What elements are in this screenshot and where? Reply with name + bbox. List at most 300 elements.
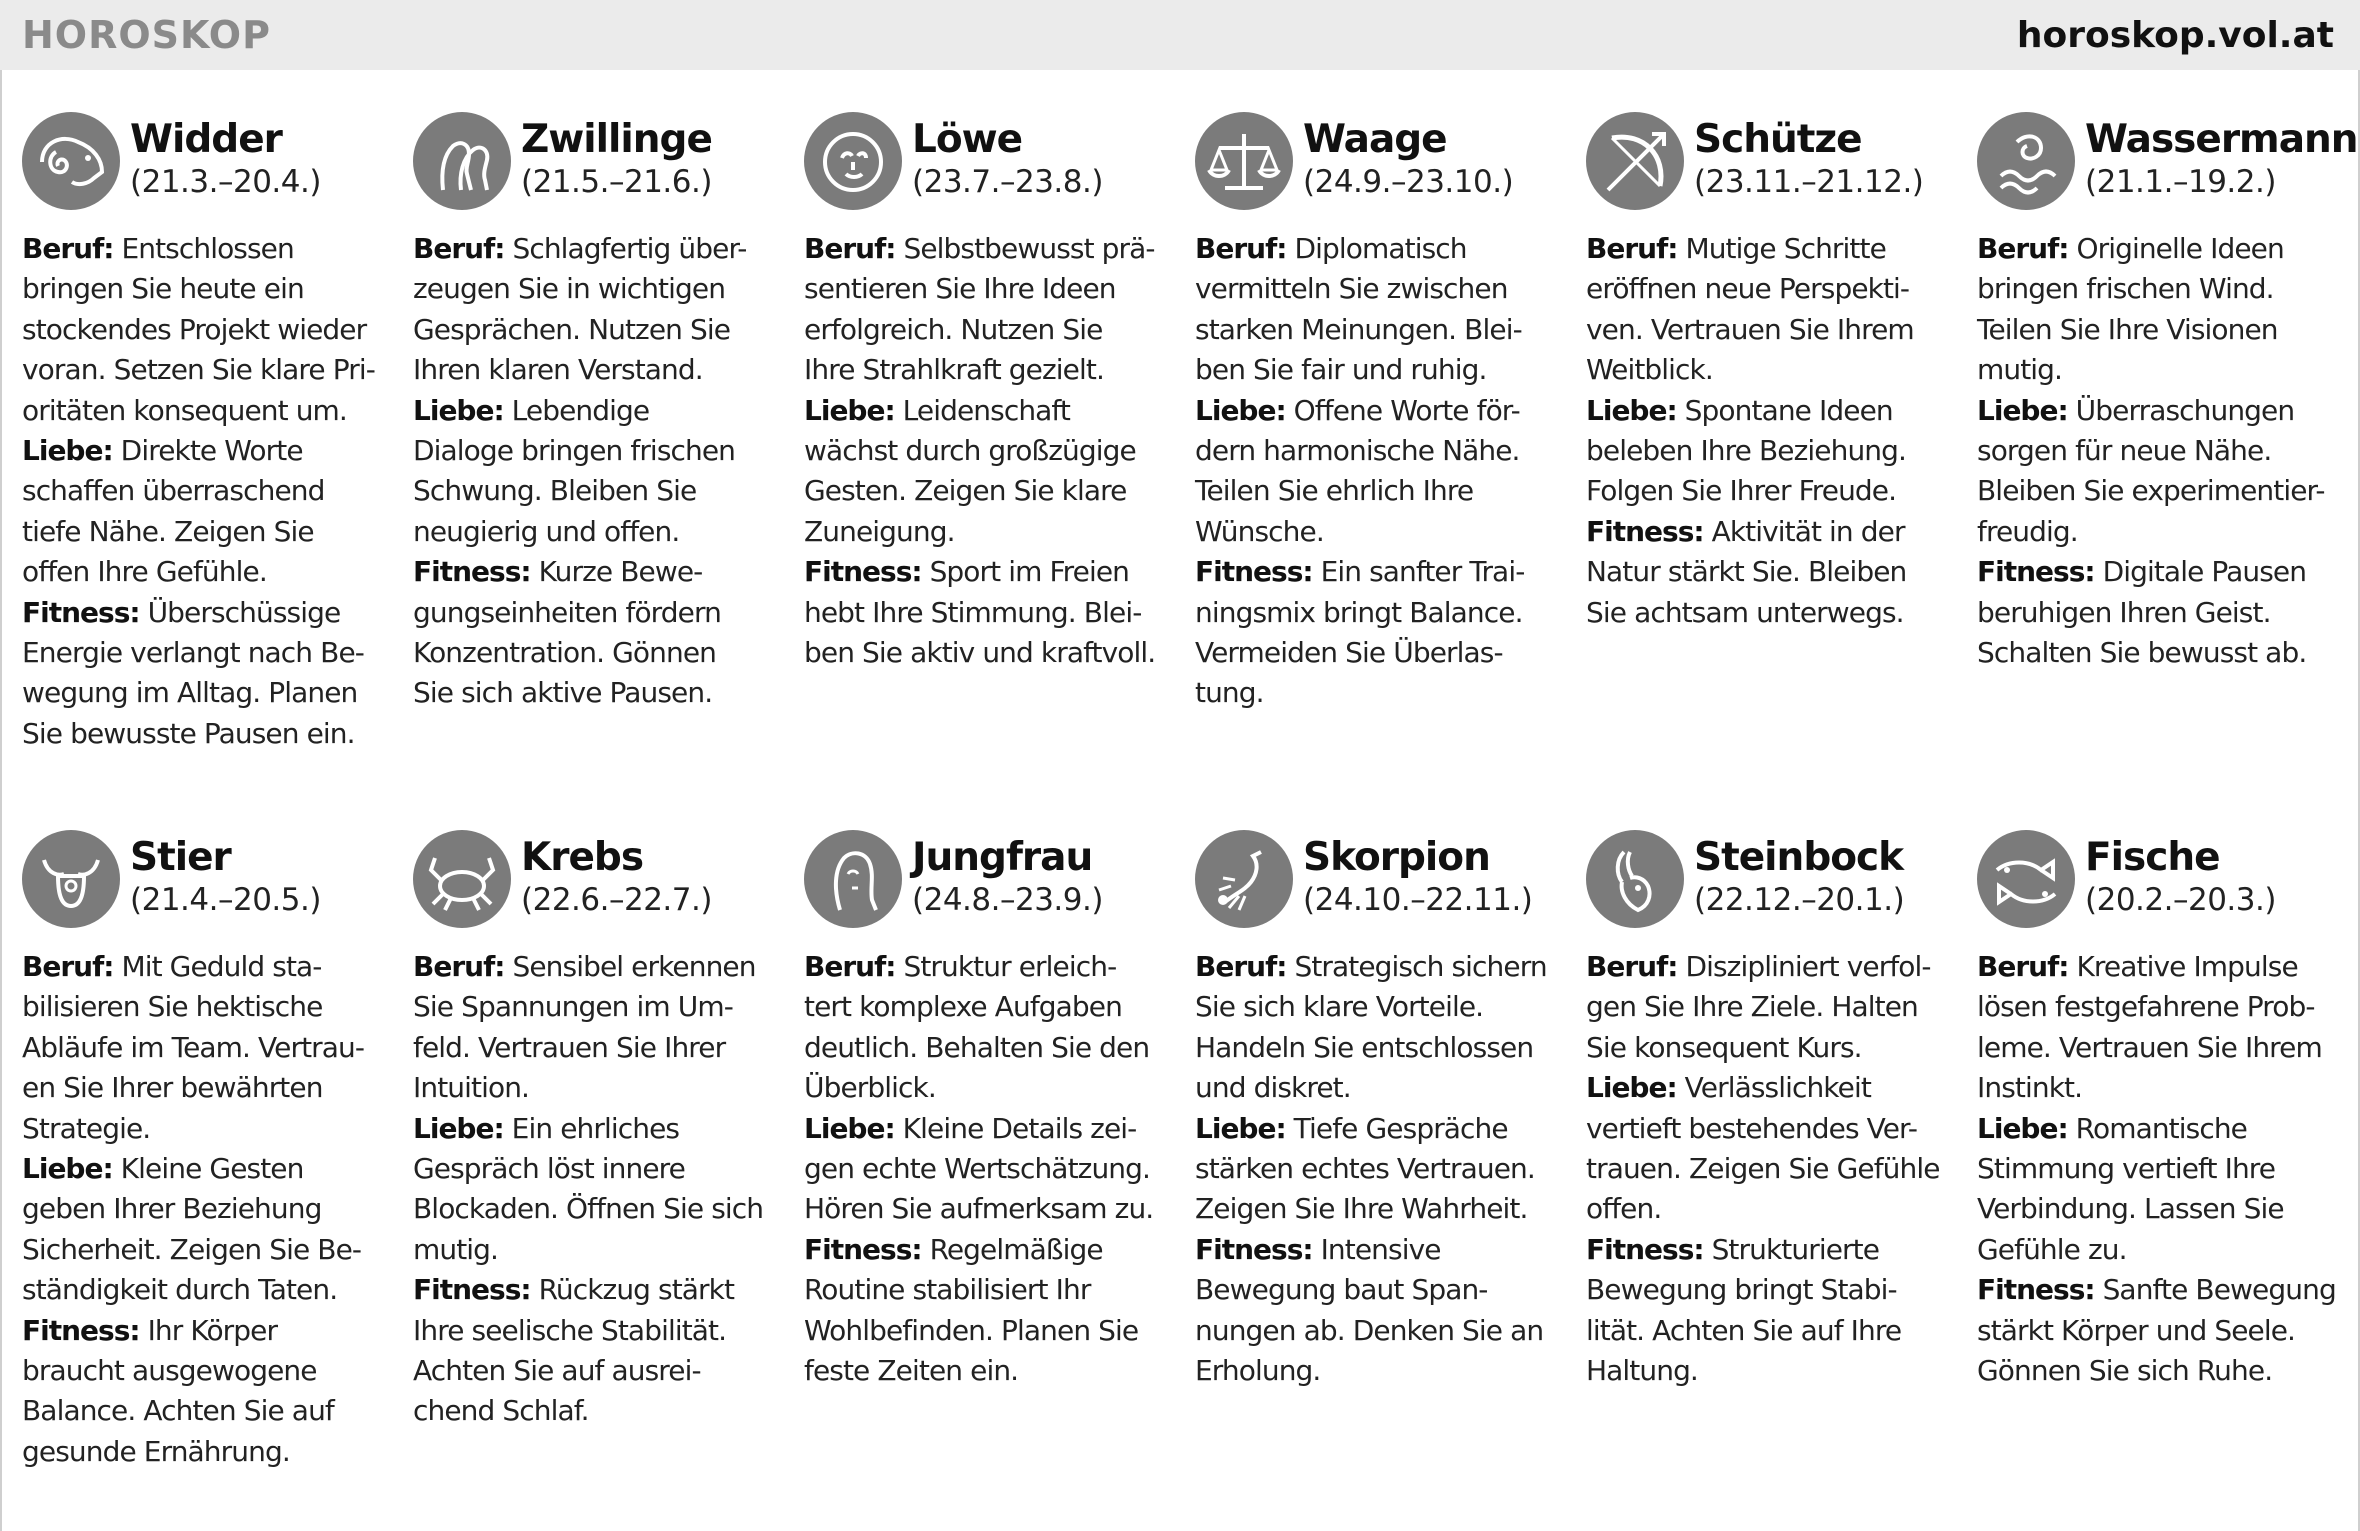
capricorn-goat-icon [1586,830,1684,928]
text-line-content: Kleine Details zei- [894,1111,1137,1145]
text-line-content: Sicherheit. Zeigen Sie Be- [22,1232,362,1266]
beruf-label: Beruf: [1977,232,2069,265]
text-line-content: ständigkeit durch Taten. [22,1273,338,1307]
text-line [1977,1351,2349,1391]
text-line-content: Schalten Sie bewusst ab. [1977,636,2307,670]
text-line [1586,947,1958,987]
text-line-content: oritäten konsequent um. [22,393,347,427]
pisces-fish-icon [1977,830,2075,928]
text-line [1586,552,1958,592]
text-line-content: hebt Ihre Stimmung. Blei- [804,595,1142,629]
text-line-content: tert komplexe Aufgaben [804,990,1122,1024]
text-line-content: zeugen Sie in wichtigen [413,272,726,306]
text-line [804,947,1176,987]
text-line [804,1189,1176,1229]
text-line-content: Konzentration. Gönnen [413,636,716,670]
text-line [22,1391,394,1431]
text-line-content: dern harmonische Nähe. [1195,434,1520,468]
text-line [804,1109,1176,1149]
liebe-label: Liebe: [1977,393,2068,427]
text-line-content: Sanfte Bewegung [2094,1273,2336,1307]
text-line [1195,987,1567,1027]
liebe-label: Liebe: [413,393,504,427]
text-line-content: Romantische [2067,1111,2247,1145]
text-line-content: feld. Vertrauen Sie Ihrer [413,1030,726,1064]
text-line [1195,229,1567,269]
sign-dates: (20.2.–20.3.) [2085,882,2276,918]
text-line-content: vermitteln Sie zwischen [1195,272,1508,306]
text-line-content: Haltung. [1586,1354,1698,1388]
text-line-content: Intuition. [413,1071,530,1105]
text-line-content: Natur stärkt Sie. Bleiben [1586,555,1907,589]
text-line [804,1230,1176,1270]
aquarius-water-icon [1977,112,2075,210]
text-line [1195,947,1567,987]
frame-border-left [0,70,2,1531]
beruf-label: Beruf: [1586,232,1678,265]
text-line [1977,471,2349,511]
fitness-label: Fitness: [1977,1273,2095,1307]
horoscope-text [1195,229,1567,714]
text-line-content: Ihre seelische Stabilität. [413,1313,727,1347]
text-line-content: gen Sie Ihre Ziele. Halten [1586,990,1918,1024]
horoscope-text [1977,947,2349,1391]
text-line-content: Kleine Gesten [112,1152,304,1186]
text-line-content: freudig. [1977,514,2078,548]
text-line-content: Verbindung. Lassen Sie [1977,1192,2284,1226]
horoscope-text [1195,947,1567,1391]
text-line-content: Blockaden. Öffnen Sie sich [413,1192,764,1226]
text-line-content: offen. [1586,1192,1662,1226]
text-line-content: Teilen Sie Ihre Visionen [1977,312,2278,346]
text-line-content: Strategie. [22,1111,151,1145]
text-line [22,269,394,309]
text-line-content: Regelmäßige [921,1232,1103,1266]
text-line [413,310,785,350]
text-line [1195,350,1567,390]
libra-scales-icon [1195,112,1293,210]
beruf-label: Beruf: [413,950,505,983]
text-line-content: nungen ab. Denken Sie an [1195,1313,1544,1347]
text-line [1586,1068,1958,1108]
text-line-content: Leidenschaft [894,393,1070,427]
header-bar [0,0,2360,70]
text-line-content: wegung im Alltag. Planen [22,676,358,710]
horoscope-text [1977,229,2349,673]
sign-name: Zwillinge [521,117,712,162]
text-line [1586,310,1958,350]
horoscope-text [804,229,1176,673]
text-line [22,350,394,390]
text-line-content: tiefe Nähe. Zeigen Sie [22,514,314,548]
text-line-content: Sie bewusste Pausen ein. [22,716,355,750]
liebe-label: Liebe: [22,1152,113,1186]
text-line [1977,431,2349,471]
text-line [413,391,785,431]
sign-name: Krebs [521,835,644,880]
text-line [1195,1189,1567,1229]
text-line-content: beleben Ihre Beziehung. [1586,434,1907,468]
text-line-content: Sie sich klare Vorteile. [1195,990,1484,1024]
sign-dates: (21.3.–20.4.) [130,164,321,200]
beruf-label: Beruf: [804,232,896,265]
text-line [1586,1311,1958,1351]
text-line [1586,1351,1958,1391]
text-line [804,593,1176,633]
text-line-content: eröffnen neue Perspekti- [1586,272,1910,306]
text-line [22,1351,394,1391]
sign-name: Stier [130,835,231,880]
text-line [22,1068,394,1108]
text-line [804,471,1176,511]
text-line [804,1028,1176,1068]
sign-dates: (21.1.–19.2.) [2085,164,2276,200]
text-line-content: Diplomatisch [1286,232,1467,265]
fitness-label: Fitness: [413,555,531,589]
text-line [1586,593,1958,633]
text-line [1195,1270,1567,1310]
cancer-crab-icon [413,830,511,928]
text-line-content: Bleiben Sie experimentier- [1977,474,2325,508]
text-line [804,310,1176,350]
text-line [1977,310,2349,350]
text-line-content: deutlich. Behalten Sie den [804,1030,1150,1064]
text-line-content: trauen. Zeigen Sie Gefühle [1586,1152,1940,1186]
horoscope-text [22,229,394,754]
text-line-content: Aktivität in der [1703,514,1905,548]
text-line-content: und diskret. [1195,1071,1351,1105]
text-line-content: Gönnen Sie sich Ruhe. [1977,1354,2273,1388]
text-line [1977,1109,2349,1149]
text-line [1195,1109,1567,1149]
text-line [22,512,394,552]
text-line [22,1028,394,1068]
text-line [413,593,785,633]
text-line-content: Handeln Sie entschlossen [1195,1030,1534,1064]
text-line [22,1230,394,1270]
text-line [1586,1149,1958,1189]
liebe-label: Liebe: [1195,1111,1286,1145]
text-line [22,431,394,471]
text-line-content: braucht ausgewogene [22,1354,317,1388]
text-line [413,1270,785,1310]
text-line [22,593,394,633]
text-line [1586,350,1958,390]
text-line [22,633,394,673]
sign-name: Schütze [1694,117,1862,162]
text-line-content: Sie konsequent Kurs. [1586,1030,1862,1064]
text-line-content: sentieren Sie Ihre Ideen [804,272,1116,306]
text-line [22,673,394,713]
sign-name: Löwe [912,117,1023,162]
liebe-label: Liebe: [1195,393,1286,427]
text-line-content: Sie sich aktive Pausen. [413,676,713,710]
text-line [1586,512,1958,552]
text-line-content: bilisieren Sie hektische [22,990,323,1024]
text-line [1195,391,1567,431]
text-line [22,310,394,350]
text-line-content: mutig. [413,1232,499,1266]
text-line-content: Erholung. [1195,1354,1321,1388]
text-line-content: Originelle Ideen [2068,232,2284,265]
text-line [804,1311,1176,1351]
text-line [413,269,785,309]
fitness-label: Fitness: [1586,1232,1704,1266]
text-line-content: Selbstbewusst prä- [895,232,1155,265]
text-line [413,947,785,987]
text-line [804,552,1176,592]
beruf-label: Beruf: [1195,950,1287,983]
text-line [22,947,394,987]
text-line [413,1068,785,1108]
text-line [413,471,785,511]
text-line-content: Hören Sie aufmerksam zu. [804,1192,1154,1226]
text-line-content: lösen festgefahrene Prob- [1977,990,2315,1024]
fitness-label: Fitness: [22,595,140,629]
text-line [1586,431,1958,471]
text-line [1195,1351,1567,1391]
text-line [804,512,1176,552]
sign-dates: (22.12.–20.1.) [1694,882,1905,918]
sign-dates: (24.8.–23.9.) [912,882,1103,918]
virgo-maiden-icon [804,830,902,928]
text-line-content: Verlässlichkeit [1676,1071,1871,1105]
text-line [413,633,785,673]
sign-name: Widder [130,117,282,162]
text-line [1586,229,1958,269]
text-line [1195,633,1567,673]
site-url[interactable]: horoskop.vol.at [2016,15,2334,56]
page-title: HOROSKOP [22,13,271,57]
text-line [413,552,785,592]
text-line [413,1230,785,1270]
text-line-content: Weitblick. [1586,353,1713,387]
text-line-content: gesunde Ernährung. [22,1434,290,1468]
text-line [804,1270,1176,1310]
text-line [413,1028,785,1068]
liebe-label: Liebe: [1586,1071,1677,1105]
text-line [22,1432,394,1472]
text-line-content: ben Sie fair und ruhig. [1195,353,1487,387]
text-line [1195,1028,1567,1068]
text-line-content: en Sie Ihrer bewährten [22,1071,323,1105]
fitness-label: Fitness: [804,1232,922,1266]
text-line-content: starken Meinungen. Blei- [1195,312,1522,346]
text-line-content: Tiefe Gespräche [1285,1111,1508,1145]
text-line-content: Gespräch löst innere [413,1152,685,1186]
fitness-label: Fitness: [1586,514,1704,548]
text-line [804,633,1176,673]
text-line-content: Direkte Worte [112,434,303,468]
text-line [1195,1311,1567,1351]
text-line [1977,512,2349,552]
text-line-content: Schwung. Bleiben Sie [413,474,697,508]
text-line-content: Dialoge bringen frischen [413,434,736,468]
fitness-label: Fitness: [22,1313,140,1347]
text-line [1586,269,1958,309]
text-line [1977,391,2349,431]
text-line [1586,1189,1958,1229]
text-line [22,229,394,269]
text-line-content: feste Zeiten ein. [804,1354,1019,1388]
text-line [22,471,394,511]
text-line-content: sorgen für neue Nähe. [1977,434,2272,468]
sagittarius-bow-icon [1586,112,1684,210]
text-line-content: bringen frischen Wind. [1977,272,2274,306]
text-line-content: Strategisch sichern [1286,950,1547,983]
text-line-content: ven. Vertrauen Sie Ihrem [1586,312,1914,346]
text-line [804,269,1176,309]
text-line [1977,593,2349,633]
text-line-content: ben Sie aktiv und kraftvoll. [804,636,1156,670]
text-line-content: Struktur erleich- [895,950,1117,983]
gemini-twins-icon [413,112,511,210]
text-line [1977,552,2349,592]
text-line [22,1311,394,1351]
text-line [22,1189,394,1229]
liebe-label: Liebe: [413,1111,504,1145]
text-line-content: Überraschungen [2067,393,2295,427]
text-line-content: leme. Vertrauen Sie Ihrem [1977,1030,2322,1064]
text-line [1977,1068,2349,1108]
text-line [1977,987,2349,1027]
text-line-content: Ein ehrliches [503,1111,680,1145]
aries-ram-icon [22,112,120,210]
text-line [1195,310,1567,350]
text-line-content: Diszipliniert verfol- [1677,950,1931,983]
text-line-content: Ihren klaren Verstand. [413,353,703,387]
liebe-label: Liebe: [804,1111,895,1145]
text-line-content: Wünsche. [1195,514,1324,548]
text-line-content: Offene Worte för- [1285,393,1520,427]
text-line-content: tung. [1195,676,1264,710]
text-line-content: Wohlbefinden. Planen Sie [804,1313,1139,1347]
sign-name: Wassermann [2085,117,2358,162]
text-line-content: wächst durch großzügige [804,434,1136,468]
text-line [1977,1028,2349,1068]
text-line-content: gen echte Wertschätzung. [804,1152,1151,1186]
text-line-content: neugierig und offen. [413,514,680,548]
text-line [1586,1230,1958,1270]
leo-lion-icon [804,112,902,210]
scorpio-scorpion-icon [1195,830,1293,928]
text-line-content: Zuneigung. [804,514,955,548]
text-line [1195,552,1567,592]
text-line [1977,229,2349,269]
text-line-content: vertieft bestehendes Ver- [1586,1111,1918,1145]
text-line [804,391,1176,431]
text-line [804,1149,1176,1189]
text-line [413,512,785,552]
fitness-label: Fitness: [413,1273,531,1307]
text-line-content: Rückzug stärkt [530,1273,735,1307]
text-line [413,350,785,390]
text-line [804,229,1176,269]
text-line [1586,471,1958,511]
fitness-label: Fitness: [1195,555,1313,589]
sign-dates: (21.5.–21.6.) [521,164,712,200]
text-line [1977,269,2349,309]
text-line [22,987,394,1027]
text-line-content: Vermeiden Sie Überlas- [1195,636,1503,670]
text-line [1195,673,1567,713]
text-line [1195,431,1567,471]
horoscope-text [413,229,785,714]
fitness-label: Fitness: [1977,555,2095,589]
beruf-label: Beruf: [22,232,114,265]
text-line-content: Intensive [1312,1232,1441,1266]
text-line [1586,987,1958,1027]
text-line [1195,1149,1567,1189]
taurus-bull-icon [22,830,120,928]
text-line-content: lität. Achten Sie auf Ihre [1586,1313,1902,1347]
text-line [804,987,1176,1027]
text-line-content: Mit Geduld sta- [113,950,322,983]
text-line [413,1391,785,1431]
text-line-content: Routine stabilisiert Ihr [804,1273,1091,1307]
text-line-content: beruhigen Ihren Geist. [1977,595,2271,629]
text-line-content: gungseinheiten fördern [413,595,721,629]
text-line-content: Kurze Bewe- [530,555,703,589]
text-line-content: Ein sanfter Trai- [1312,555,1525,589]
beruf-label: Beruf: [1977,950,2069,983]
text-line [1586,1028,1958,1068]
text-line-content: Stimmung vertieft Ihre [1977,1152,2276,1186]
text-line-content: Energie verlangt nach Be- [22,636,364,670]
liebe-label: Liebe: [804,393,895,427]
liebe-label: Liebe: [1586,393,1677,427]
text-line [413,1109,785,1149]
text-line-content: chend Schlaf. [413,1394,589,1428]
text-line [1977,947,2349,987]
sign-dates: (23.11.–21.12.) [1694,164,1924,200]
text-line-content: erfolgreich. Nutzen Sie [804,312,1103,346]
text-line-content: Kreative Impulse [2068,950,2298,983]
text-line-content: Teilen Sie ehrlich Ihre [1195,474,1474,508]
text-line [22,1149,394,1189]
text-line-content: stärken echtes Vertrauen. [1195,1152,1535,1186]
text-line [804,1068,1176,1108]
liebe-label: Liebe: [1977,1111,2068,1145]
text-line [22,1270,394,1310]
beruf-label: Beruf: [22,950,114,983]
sign-name: Jungfrau [912,835,1093,880]
sign-dates: (22.6.–22.7.) [521,882,712,918]
text-line-content: Zeigen Sie Ihre Wahrheit. [1195,1192,1528,1226]
text-line [413,431,785,471]
text-line [1195,269,1567,309]
text-line-content: voran. Setzen Sie klare Pri- [22,353,375,387]
text-line [413,229,785,269]
text-line [1977,1149,2349,1189]
text-line [1195,471,1567,511]
horoscope-text [1586,229,1958,633]
text-line [1977,1270,2349,1310]
text-line-content: Achten Sie auf ausrei- [413,1354,701,1388]
text-line-content: stärkt Körper und Seele. [1977,1313,2296,1347]
text-line-content: Schlagfertig über- [504,232,747,265]
text-line-content: mutig. [1977,353,2063,387]
text-line-content: Spontane Ideen [1676,393,1893,427]
text-line [22,714,394,754]
beruf-label: Beruf: [804,950,896,983]
text-line [1586,1270,1958,1310]
beruf-label: Beruf: [413,232,505,265]
beruf-label: Beruf: [1195,232,1287,265]
text-line [1586,1109,1958,1149]
text-line-content: Gesprächen. Nutzen Sie [413,312,731,346]
horoscope-text [413,947,785,1432]
